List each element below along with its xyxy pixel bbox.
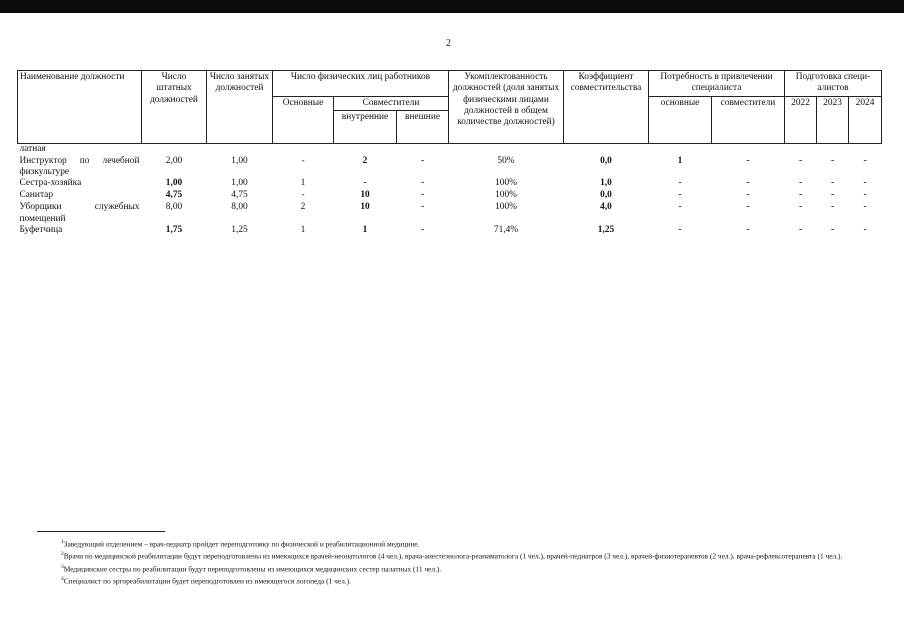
cell-need-main: -: [678, 224, 682, 235]
footnote-number: 2: [61, 551, 64, 558]
cell-need-part: -: [746, 202, 750, 213]
cell-staffing: 100%: [495, 178, 517, 189]
cell-staffing: 100%: [495, 202, 517, 213]
cell-y2023: -: [830, 202, 835, 213]
cell-internal: 2: [362, 155, 368, 166]
cell-staff: 4,75: [165, 190, 183, 201]
cell-y2023: -: [830, 155, 835, 166]
cell-staffing: 100%: [495, 190, 517, 201]
header-year-2022: 2022: [785, 96, 817, 143]
cell-y2022: -: [798, 155, 803, 166]
page-number: 2: [446, 38, 451, 49]
cell-need-part: -: [746, 224, 750, 235]
cell-coef: 0,0: [600, 190, 612, 201]
footnote-number: 4: [61, 576, 64, 583]
cell-main: 2: [300, 202, 306, 213]
header-year-2023: 2023: [817, 96, 849, 143]
cell-internal: -: [363, 178, 367, 189]
position-name-part: лечебной: [102, 155, 140, 166]
position-name: [18, 156, 142, 179]
cell-y2022: -: [798, 178, 803, 189]
footnote: [17, 549, 867, 561]
footnote: [17, 562, 867, 574]
cell-y2022: -: [798, 190, 803, 201]
header-staffing: Укомплектованность должностей (доля занятых физическими лицами должностей в общем количестве должностей): [449, 71, 564, 144]
cell-occupied: 8,00: [231, 202, 248, 213]
footnote-text: Специалист по эргореабилитации будет переподготовлен из имеющегося логопеда (1 чел.).: [63, 576, 351, 586]
footnote-text: Заведующий отделением – врач-педиатр пройдет переподготовку по физической и реабилитационной медицине.: [63, 539, 420, 549]
header-year-2024: 2024: [849, 96, 882, 143]
position-name-part: по: [79, 155, 90, 166]
cell-occupied: 4,75: [231, 190, 248, 201]
cell-external: -: [420, 224, 425, 235]
cell-external: -: [420, 202, 425, 213]
cell-occupied: 1,00: [231, 178, 248, 189]
footnote-divider: [37, 531, 165, 532]
header-training: Подготовка специ-алистов: [785, 71, 882, 97]
cell-external: -: [420, 178, 425, 189]
header-internal: внутренние: [334, 110, 397, 143]
footnote: [17, 574, 867, 586]
cell-main: 1: [300, 178, 306, 189]
table-row: [18, 156, 882, 179]
staffing-table: [17, 70, 882, 237]
cell-main: -: [301, 155, 305, 166]
cell-coef: 4,0: [600, 202, 612, 213]
position-name-part: Уборщики: [19, 202, 62, 213]
header-need-part: совместители: [712, 96, 785, 143]
header-main: Основные: [273, 96, 334, 143]
cell-need-main: -: [678, 190, 682, 201]
cell-internal: 1: [362, 224, 368, 235]
cell-internal: 10: [360, 202, 370, 213]
footnote-text: Врачи по медицинской реабилитации будут переподготовлены из имеющихся врачей-неонатологов (4 чел.), врача-анестезиолога-реаниматолога (1 чел.), врачей-педиатров (3 чел.), врачей-физиотерапевтов (2 чел.), врача-рефлексотерапевта (1 чел.).: [63, 551, 843, 561]
cell-need-main: -: [678, 202, 682, 213]
scan-top-border: [0, 0, 904, 13]
header-external: внешние: [397, 110, 449, 143]
cell-staff: 1,00: [165, 178, 183, 189]
footnote-number: 3: [61, 563, 64, 570]
header-need: Потребность в привлечении специалиста: [649, 71, 785, 97]
header-coefficient: Коэффициент совместительства: [564, 71, 649, 144]
cell-y2022: -: [798, 202, 803, 213]
cell-main: 1: [300, 224, 306, 235]
cell-coef: 0,0: [600, 155, 612, 166]
header-need-main: основные: [649, 96, 712, 143]
position-name: [18, 225, 142, 237]
cell-staffing: 71,4%: [493, 224, 519, 235]
header-part-timers: Совместители: [334, 96, 449, 110]
cell-need-part: -: [746, 190, 750, 201]
cell-external: -: [420, 190, 425, 201]
cell-occupied: 1,00: [231, 155, 248, 166]
cell-y2022: -: [798, 224, 803, 235]
table-row: [18, 202, 882, 225]
continuation-text: латная: [19, 143, 46, 154]
cell-need-main: -: [678, 178, 682, 189]
cell-y2024: -: [863, 178, 867, 189]
footnote-text: Медицинские сестры по реабилитации будут переподготовлены из имеющихся медицинских сестер палатных (11 чел.).: [63, 564, 442, 574]
position-name: [18, 202, 142, 225]
footnote-number: 1: [61, 539, 64, 545]
position-name-part: служебных: [94, 202, 140, 213]
cell-y2024: -: [863, 190, 867, 201]
position-name: [18, 178, 142, 190]
cell-y2023: -: [830, 178, 835, 189]
cell-staff: 1,75: [165, 224, 183, 235]
cell-staffing: 50%: [497, 155, 515, 166]
cell-coef: 1,25: [597, 224, 615, 235]
position-name: [18, 190, 142, 202]
table-row: [18, 178, 882, 190]
cell-need-main: 1: [677, 155, 683, 166]
cell-main: -: [301, 190, 305, 201]
position-name-part: Инструктор: [19, 155, 67, 166]
cell-occupied: 1,25: [231, 224, 248, 235]
header-physical-persons: Число физических лиц работников: [273, 71, 449, 97]
cell-y2023: -: [830, 224, 835, 235]
position-name-part: Буфетчица: [19, 224, 63, 235]
cell-y2024: -: [863, 224, 867, 235]
position-name-part: помещений: [19, 213, 66, 224]
cell-y2023: -: [830, 190, 835, 201]
cell-coef: 1,0: [600, 178, 612, 189]
cell-staff: 2,00: [165, 155, 183, 166]
cell-y2024: -: [863, 155, 867, 166]
cell-internal: 10: [360, 190, 370, 201]
table-row: [18, 225, 882, 237]
cell-external: -: [420, 155, 425, 166]
header-occupied-positions: Число занятых должностей: [207, 71, 273, 144]
footnotes: [17, 537, 867, 587]
header-staff-positions: Число штатных должностей: [142, 71, 207, 144]
cell-y2024: -: [863, 202, 867, 213]
table-row: [18, 190, 882, 202]
cell-need-part: -: [746, 155, 750, 166]
position-name-part: физкультуре: [19, 167, 70, 178]
footnote: [17, 537, 867, 549]
cell-staff: 8,00: [165, 202, 183, 213]
position-name-part: Санитар: [19, 190, 54, 201]
cell-need-part: -: [746, 178, 750, 189]
header-name: Наименование должности: [18, 71, 142, 144]
position-name-part: Сестра-хозяйка: [19, 178, 82, 189]
